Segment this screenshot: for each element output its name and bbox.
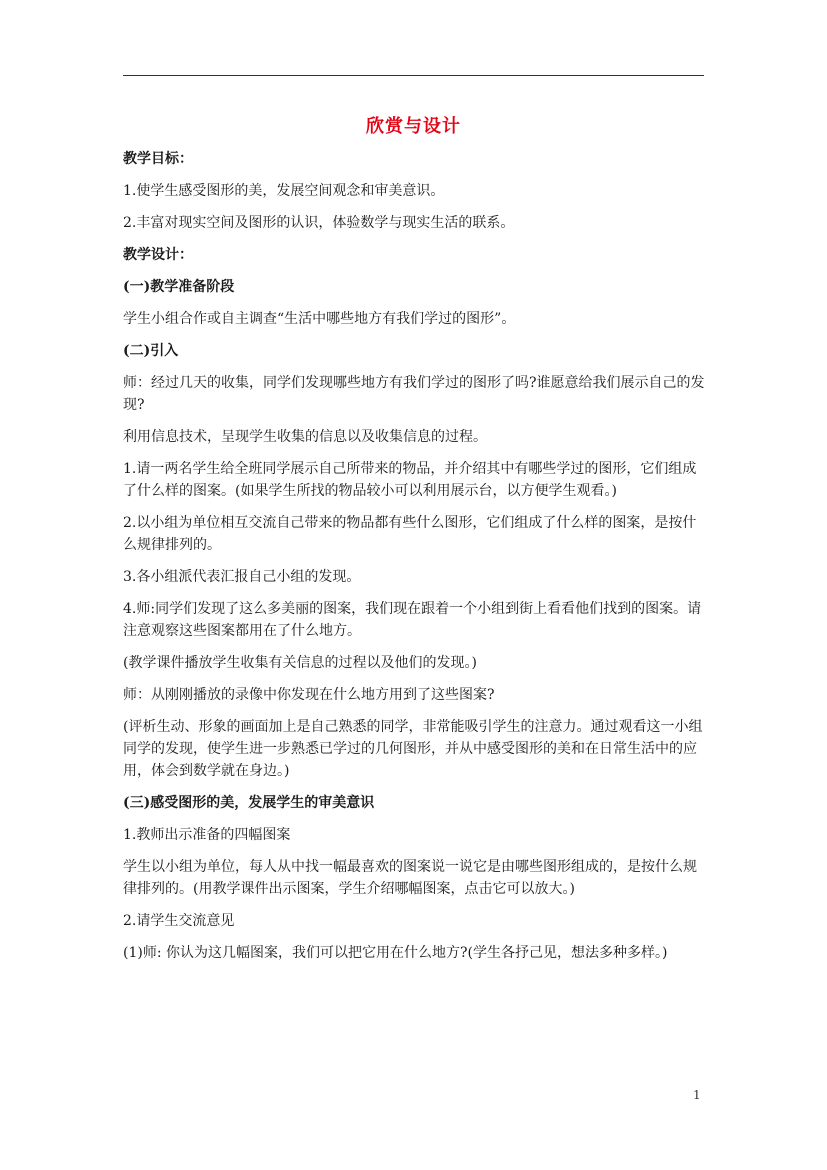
header-rule <box>123 75 704 76</box>
paragraph: 2.请学生交流意见 <box>123 913 235 929</box>
paragraph: 1.使学生感受图形的美，发展空间观念和审美意识。 <box>123 183 445 199</box>
section-heading: 教学目标： <box>123 151 193 167</box>
section-heading: 教学设计： <box>123 247 193 263</box>
document-title: 欣赏与设计 <box>366 116 461 137</box>
section-heading: (三)感受图形的美，发展学生的审美意识 <box>123 795 375 811</box>
section-heading: (一)教学准备阶段 <box>123 279 235 295</box>
paragraph: (教学课件播放学生收集有关信息的过程以及他们的发现。) <box>123 655 477 671</box>
paragraph: 师：从刚刚播放的录像中你发现在什么地方用到了这些图案? <box>123 687 495 703</box>
paragraph: (评析生动、形象的画面加上是自己熟悉的同学，非常能吸引学生的注意力。通过观看这一小组同学的发现，使学生进一步熟悉已学过的几何图形，并从中感受图形的美和在日常生活中的应用，体会到数学就在身边。) <box>123 719 703 779</box>
page-number: 1 <box>693 1088 701 1102</box>
paragraph: 学生以小组为单位，每人从中找一幅最喜欢的图案说一说它是由哪些图形组成的，是按什么规律排列的。(用教学课件出示图案，学生介绍哪幅图案，点击它可以放大。) <box>123 859 697 897</box>
paragraph: 2.以小组为单位相互交流自己带来的物品都有些什么图形，它们组成了什么样的图案，是按什么规律排列的。 <box>123 515 697 553</box>
paragraph: 1.教师出示准备的四幅图案 <box>123 827 291 843</box>
document-body <box>123 148 706 974</box>
section-heading: (二)引入 <box>123 343 179 359</box>
paragraph: (1)师: 你认为这几幅图案，我们可以把它用在什么地方?(学生各抒己见，想法多种多样。) <box>123 945 668 961</box>
paragraph: 利用信息技术，呈现学生收集的信息以及收集信息的过程。 <box>123 429 487 445</box>
paragraph: 1.请一两名学生给全班同学展示自己所带来的物品，并介绍其中有哪些学过的图形，它们组成了什么样的图案。(如果学生所找的物品较小可以利用展示台，以方便学生观看。) <box>123 461 697 499</box>
paragraph: 4.师:同学们发现了这么多美丽的图案，我们现在跟着一个小组到街上看看他们找到的图案。请注意观察这些图案都用在了什么地方。 <box>123 601 702 639</box>
paragraph: 3.各小组派代表汇报自己小组的发现。 <box>123 569 361 585</box>
paragraph: 师：经过几天的收集，同学们发现哪些地方有我们学过的图形了吗?谁愿意给我们展示自己的发现? <box>123 375 705 413</box>
paragraph: 2.丰富对现实空间及图形的认识，体验数学与现实生活的联系。 <box>123 215 515 231</box>
paragraph: 学生小组合作或自主调查“生活中哪些地方有我们学过的图形”。 <box>123 311 516 327</box>
